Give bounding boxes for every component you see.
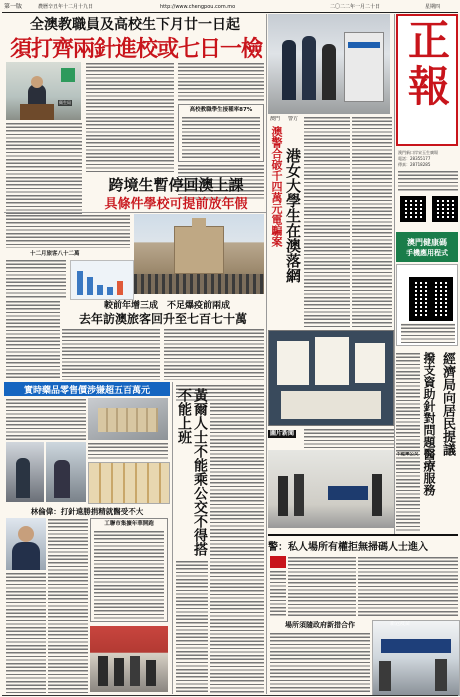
right-side-title: 不能乘公交: [396, 452, 419, 457]
masthead-info-2: 電話：28355177: [398, 156, 431, 161]
blue-banner: [4, 382, 170, 396]
main-photo: [6, 62, 81, 120]
speaker-head: [31, 76, 43, 88]
main-article-col3: [178, 62, 264, 102]
main-headline: 須打齊兩針進校或七日一檢: [10, 37, 263, 62]
tourism-kicker: 較前年增三成 不足爆疫前兩成: [103, 301, 230, 311]
page-number: 第一版: [4, 3, 23, 10]
school-headline-2: 具條件學校可提前放年假: [104, 197, 248, 212]
tourism-text-bottom-right: [164, 328, 264, 380]
bottom-red-stamp: [270, 556, 286, 568]
ruins-facade: [174, 226, 224, 274]
school-headline-1: 跨境生暫停回澳上課: [108, 176, 244, 194]
main-article-col2: [86, 62, 174, 172]
police-kicker-2: 警方: [288, 116, 299, 122]
covid-box-title: 高校教職學生接種率87%: [189, 107, 253, 113]
lin-headline: 林倫偉：打針遠勝捐精就醫受不大: [30, 507, 144, 516]
worker-box-title: 工聯市集擴年華開跑: [104, 521, 154, 527]
lin-text-2: [6, 572, 46, 694]
center-headline: 黃爾人士不能乘公交不得搭不能上班: [176, 388, 208, 556]
right-story-text: [396, 352, 420, 532]
ruins-photo: [134, 214, 264, 294]
masthead-info-3: 傳真：28718285: [398, 162, 431, 167]
police-headline-vertical: 港女大學生在澳落網: [284, 148, 302, 283]
podium: [20, 104, 54, 120]
health-code-qr[interactable]: [409, 277, 453, 321]
blue-story-photo-1: [88, 398, 168, 440]
covid-box: [178, 104, 264, 162]
document-photo: [268, 330, 394, 426]
masthead-info-1: 澳門新口岸宋玉生廣場: [398, 150, 438, 155]
health-code-title-2: 手機應用程式: [406, 248, 448, 257]
main-kicker: 全澳教職員及高校生下月廿一日起: [30, 17, 240, 33]
lin-text-1: [48, 518, 88, 694]
tourism-headline: 去年訪澳旅客回升至七百七十萬: [78, 312, 247, 326]
right-headline-2: 撥支資助針對問題醫療服務: [422, 352, 436, 496]
police-text-2: [352, 116, 392, 328]
health-code-title-1: 澳門健康碼: [407, 237, 447, 247]
bar-chart-graphic: [70, 260, 134, 300]
masthead-char-2: 報: [407, 62, 450, 111]
bottom-text-2: [358, 556, 458, 616]
blue-story-photo-3: [46, 442, 86, 502]
masthead-char-1: 正: [407, 16, 450, 65]
cross-logo-icon: [61, 68, 75, 82]
issue-date: 二〇二二年一月二十日: [330, 4, 381, 10]
worker-event-photo: [90, 626, 168, 692]
blue-story-photo-2: [6, 442, 44, 502]
masthead-box: [396, 14, 458, 146]
bottom-banner: 警：私人場所有權拒無掃碼人士進入: [268, 542, 428, 553]
bottom-text-1: [288, 556, 356, 616]
picture-news-text: [304, 428, 394, 448]
blue-banner-text: 實時藥品零售價涉嫌超五百萬元: [23, 385, 150, 396]
tourism-text-left: [6, 214, 130, 248]
qr-code-2[interactable]: [432, 196, 458, 222]
right-headline-1: 經濟局向居民提議: [440, 352, 455, 456]
blue-story-text-2: [88, 442, 168, 460]
ad-photo: [372, 620, 460, 696]
qr-code-1[interactable]: [400, 196, 426, 222]
bottom-text-3: [270, 570, 286, 616]
website: http://www.chengpou.com.mo: [160, 4, 236, 10]
photo-caption: 衛生局: [59, 100, 71, 105]
police-kicker: 澳門: [270, 116, 281, 122]
lin-portrait: [6, 518, 46, 570]
health-code-box: [396, 264, 458, 346]
center-text-a: [210, 384, 264, 694]
health-code-banner: [396, 232, 458, 262]
masthead-info-more: [398, 170, 458, 192]
police-photo: [268, 14, 390, 114]
tourism-text-bottom-left: [6, 300, 60, 380]
goods-photo: [88, 462, 170, 504]
ad-text: 新冠疫苗: [390, 621, 411, 627]
lunar-date: 農曆辛丑年十二月十九日: [38, 4, 94, 10]
bottom-sub-headline: 場所須隨政府新措合作: [285, 621, 355, 629]
picture-news-photo: [268, 450, 394, 528]
police-red-vertical: 澳警合破千四萬元電騙案: [270, 126, 283, 247]
blue-story-text: [6, 398, 86, 440]
police-text-1: [304, 116, 350, 328]
center-text-b: [176, 560, 208, 694]
main-article-text: [6, 122, 82, 222]
bottom-text-4: [270, 632, 370, 694]
tourism-tag: 十二月旅客八十二萬: [30, 251, 80, 257]
covid-box-text: [182, 116, 260, 160]
tourism-text-left2: [6, 259, 66, 299]
tourism-text-bottom-mid: [62, 328, 160, 380]
weekday: 星期四: [425, 4, 441, 10]
picture-news-label: 圖片新聞: [270, 430, 295, 437]
worker-box: [90, 518, 168, 622]
